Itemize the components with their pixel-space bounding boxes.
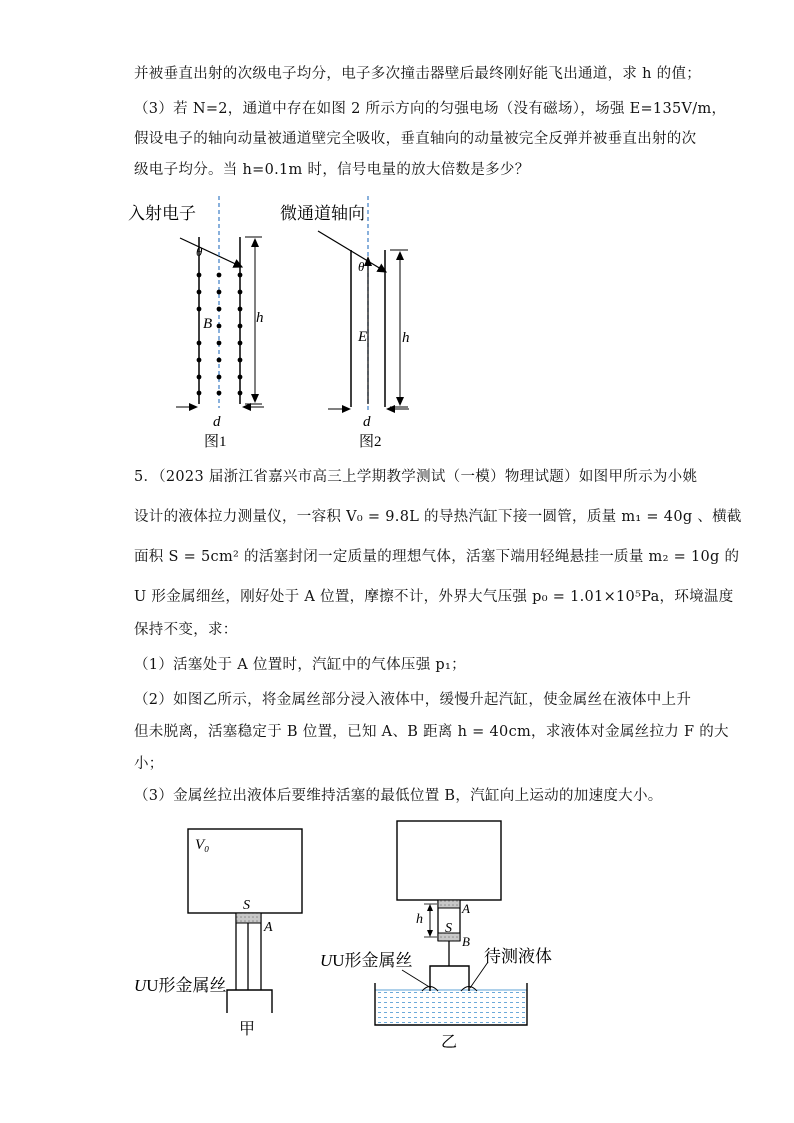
yi-S-label: S <box>445 921 452 936</box>
q5-text-line-4: U 形金属细丝，刚好处于 A 位置，摩擦不计，外界大气压强 p₀ = 1.01×10⁵Pa，环境温度 <box>134 589 734 605</box>
yi-A-label: A <box>462 901 470 916</box>
yi-cylinder <box>397 821 501 900</box>
yi-liquid <box>375 990 527 1024</box>
yi-u-wire-label: UU形金属丝 <box>320 951 413 970</box>
jia-u-wire-label: UU形金属丝 <box>134 976 227 995</box>
q5-text-line-5: 保持不变，求： <box>134 622 238 638</box>
incident-electron-label: 入射电子 <box>128 204 196 223</box>
q4-text-line-2: （3）若 N=2，通道中存在如图 2 所示方向的匀强电场（没有磁场），场强 E=135V/m， <box>134 101 727 117</box>
fig1-B-label: B <box>203 316 213 332</box>
yi-liquid-label: 待测液体 <box>484 947 552 966</box>
q5-text-line-3: 面积 S = 5cm² 的活塞封闭一定质量的理想气体，活塞下端用轻绳悬挂一质量 m₂ = 10g 的 <box>134 549 740 565</box>
q5-text-line-7: （2）如图乙所示，将金属丝部分浸入液体中，缓慢升起汽缸，使金属丝在液体中上升 <box>134 692 692 708</box>
yi-u-wire <box>430 966 469 991</box>
yi-B-label: B <box>462 934 470 949</box>
yi-caption: 乙 <box>441 1034 458 1051</box>
jia-S-label: S <box>243 898 250 913</box>
figure-2-caption: 图2 <box>359 434 382 450</box>
yi-piston-at-A <box>438 900 460 908</box>
jia-caption: 甲 <box>239 1021 256 1038</box>
fig1-d-label: d <box>213 414 221 430</box>
jia-A-label: A <box>264 920 273 935</box>
fig1-h-label: h <box>256 310 264 326</box>
q5-text-line-6: （1）活塞处于 A 位置时，汽缸中的气体压强 p₁； <box>134 657 466 673</box>
q4-text-line-3: 假设电子的轴向动量被通道壁完全吸收，垂直轴向的动量被完全反弹并被垂直出射的次 <box>134 131 697 147</box>
fig1-theta: θ <box>196 244 203 259</box>
fig2-E-label: E <box>358 329 368 345</box>
q5-text-line-2: 设计的液体拉力测量仪，一容积 V₀ = 9.8L 的导热汽缸下接一圆管，质量 m₁ = 40g 、横截 <box>134 509 742 525</box>
q5-text-line-8: 但未脱离，活塞稳定于 B 位置，已知 A、B 距离 h = 40cm，求液体对金属丝拉力 F 的大 <box>134 724 729 740</box>
q5-text-line-1: 5．（2023 届浙江省嘉兴市高三上学期教学测试（一模）物理试题）如图甲所示为小姚 <box>134 469 698 485</box>
jia-piston <box>236 913 261 923</box>
fig2-theta: θ <box>358 259 365 274</box>
channel-axis-label: 微通道轴向 <box>280 204 365 223</box>
q4-text-line-4: 级电子均分。当 h=0.1m 时，信号电量的放大倍数是多少？ <box>134 162 530 178</box>
fig2-h-label: h <box>402 330 410 346</box>
fig2-d-label: d <box>363 414 371 430</box>
yi-h-label: h <box>416 912 423 927</box>
jia-V0-label: V₀ <box>195 837 210 853</box>
q4-text-line-1: 并被垂直出射的次级电子均分，电子多次撞击器壁后最终刚好能飞出通道，求 h 的值； <box>134 66 702 82</box>
q5-text-line-10: （3）金属丝拉出液体后要维持活塞的最低位置 B，汽缸向上运动的加速度大小。 <box>134 788 663 804</box>
jia-u-wire <box>227 990 272 1013</box>
q5-text-line-9: 小； <box>134 756 164 772</box>
figure-1-caption: 图1 <box>204 434 227 450</box>
